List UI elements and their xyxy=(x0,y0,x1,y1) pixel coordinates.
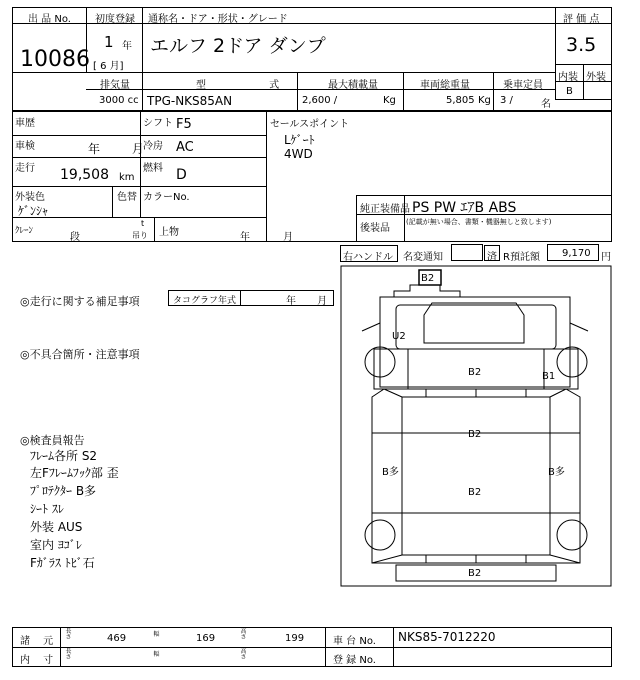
damage-mark: B2 xyxy=(468,429,482,440)
max-load-value: 2,600 / xyxy=(302,95,338,106)
length-label: 長さ xyxy=(65,628,72,641)
car-name-label: 通称名・ドア・形状・グレード xyxy=(148,14,288,25)
mileage-unit: km xyxy=(119,172,135,183)
inspection-label: 車検 xyxy=(15,141,35,152)
recycle-amount: 9,170 xyxy=(562,248,591,259)
interior-label: 内装 xyxy=(558,72,578,83)
sales-point-item: 4WD xyxy=(284,147,313,161)
recycle-flag: 済 xyxy=(487,252,497,263)
upper-label: 上物 xyxy=(159,227,179,238)
gross-weight-value: 5,805 xyxy=(446,95,475,106)
exterior-label: 外装 xyxy=(586,72,606,83)
damage-mark: B2 xyxy=(421,273,435,284)
aftermarket-label: 後装品 xyxy=(360,223,390,234)
color-change-label: 色替 xyxy=(117,192,137,203)
inspection-value: 年 月 xyxy=(88,142,144,156)
damage-mark: B多 xyxy=(382,467,399,478)
aircon-value: AC xyxy=(176,140,194,155)
lot-number: 10086 xyxy=(20,47,90,72)
inspector-line: 室内 ﾖｺﾞﾚ xyxy=(30,538,82,552)
shift-label: シフト xyxy=(143,118,173,129)
name-change-label: 名変通知 xyxy=(403,252,443,263)
fuel-label: 燃料 xyxy=(143,163,163,174)
lot-label: 出 品 No. xyxy=(28,14,71,25)
width-label: 幅 xyxy=(153,631,160,638)
inspector-line: ﾌﾚｰﾑ各所 S2 xyxy=(30,449,98,463)
damage-mark: B2 xyxy=(468,367,482,378)
damage-mark: U2 xyxy=(392,331,406,342)
ext-color-value: ｹﾞﾝｼｬ xyxy=(18,204,49,218)
damage-mark: B多 xyxy=(548,467,565,478)
first-reg-label: 初度登録 xyxy=(95,14,135,25)
steering-value: 右ハンドル xyxy=(343,252,393,263)
capacity-label: 乗車定員 xyxy=(503,80,543,91)
recycle-label: R預託額 xyxy=(503,252,540,263)
height-label: 高さ xyxy=(240,628,247,641)
model-label: 型 式 xyxy=(196,80,310,91)
length-value: 469 xyxy=(107,633,127,644)
width-value: 169 xyxy=(196,633,216,644)
capacity-value: 3 / xyxy=(500,95,513,106)
defect-notes-label: ◎不具合箇所・注意事項 xyxy=(20,348,140,361)
chassis-label: 車 台 No. xyxy=(333,636,376,647)
inspector-line: 外装 AUS xyxy=(30,520,83,534)
capacity-unit: 名 xyxy=(541,99,551,110)
gross-weight-label: 車両総重量 xyxy=(420,80,470,91)
upper-value: 年 月 xyxy=(240,232,294,243)
car-name: エルフ 2ドア ダンプ xyxy=(150,35,326,57)
crane-stage: 段 xyxy=(70,232,80,243)
equipment-value: PS PW ｴｱB ABS xyxy=(412,200,517,216)
aircon-label: 冷房 xyxy=(143,141,163,152)
aftermarket-note: (記載が無い場合、書類・機器無しと致します) xyxy=(406,218,552,226)
score-label: 評 価 点 xyxy=(563,14,600,25)
damage-mark: B2 xyxy=(468,568,482,579)
inspector-line: 左Fﾌﾚｰﾑﾌｯｸ部 歪 xyxy=(30,466,119,480)
equipment-label: 純正装備品 xyxy=(360,204,410,215)
dims-label: 諸 元 xyxy=(20,636,54,647)
truck-diagram xyxy=(340,265,612,587)
damage-mark: B1 xyxy=(542,371,556,382)
model-value: TPG-NKS85AN xyxy=(147,94,233,108)
crane-label: ｸﾚｰﾝ xyxy=(15,226,34,236)
color-no-label: カラーNo. xyxy=(143,192,190,203)
mileage-label: 走行 xyxy=(15,163,35,174)
first-reg-year-unit: 年 xyxy=(122,41,132,52)
shift-value: F5 xyxy=(176,117,192,132)
history-label: 車歴 xyxy=(15,118,35,129)
recycle-unit: 円 xyxy=(601,252,611,263)
inner-dims-label: 内 寸 xyxy=(20,655,54,666)
inspector-report-label: ◎検査員報告 xyxy=(20,434,85,447)
tachograph-label: タコグラフ年式 xyxy=(173,296,237,306)
registration-label: 登 録 No. xyxy=(333,655,376,666)
inner-height-label: 高さ xyxy=(240,648,247,661)
displacement-value: 3000 cc xyxy=(99,95,139,106)
mileage-value: 19,508 xyxy=(60,167,109,183)
first-reg-month: [ 6 月] xyxy=(93,61,124,72)
tachograph-value: 年 月 xyxy=(286,296,328,307)
damage-mark: B2 xyxy=(468,487,482,498)
sales-points-label: セールスポイント xyxy=(270,119,350,130)
inspector-line: Fｶﾞﾗｽ ﾄﾋﾞ石 xyxy=(30,556,95,570)
driving-notes-label: ◎走行に関する補足事項 xyxy=(20,295,140,308)
name-change-box xyxy=(451,244,483,261)
gross-weight-unit: Kg xyxy=(478,95,491,106)
chassis-number: NKS85-7012220 xyxy=(398,630,496,644)
max-load-unit: Kg xyxy=(383,95,396,106)
ext-color-label: 外装色 xyxy=(15,192,45,203)
crane-ton-unit: t xyxy=(141,219,145,228)
displacement-label: 排気量 xyxy=(100,80,130,91)
max-load-label: 最大積載量 xyxy=(328,80,378,91)
inspector-line: ｼｰﾄ ｽﾚ xyxy=(30,502,64,516)
fuel-value: D xyxy=(176,167,187,183)
interior-grade: B xyxy=(566,86,573,97)
score-value: 3.5 xyxy=(566,34,597,56)
first-reg-year: 1 xyxy=(104,33,114,51)
inner-width-label: 幅 xyxy=(153,651,160,658)
recycle-flag-box xyxy=(484,245,500,261)
height-value: 199 xyxy=(285,633,305,644)
inspector-line: ﾌﾟﾛﾃｸﾀｰ B多 xyxy=(30,484,97,498)
crane-hook: 吊り xyxy=(132,231,148,240)
sales-point-item: Lｹﾞｰﾄ xyxy=(284,133,315,147)
inner-length-label: 長さ xyxy=(65,648,72,661)
